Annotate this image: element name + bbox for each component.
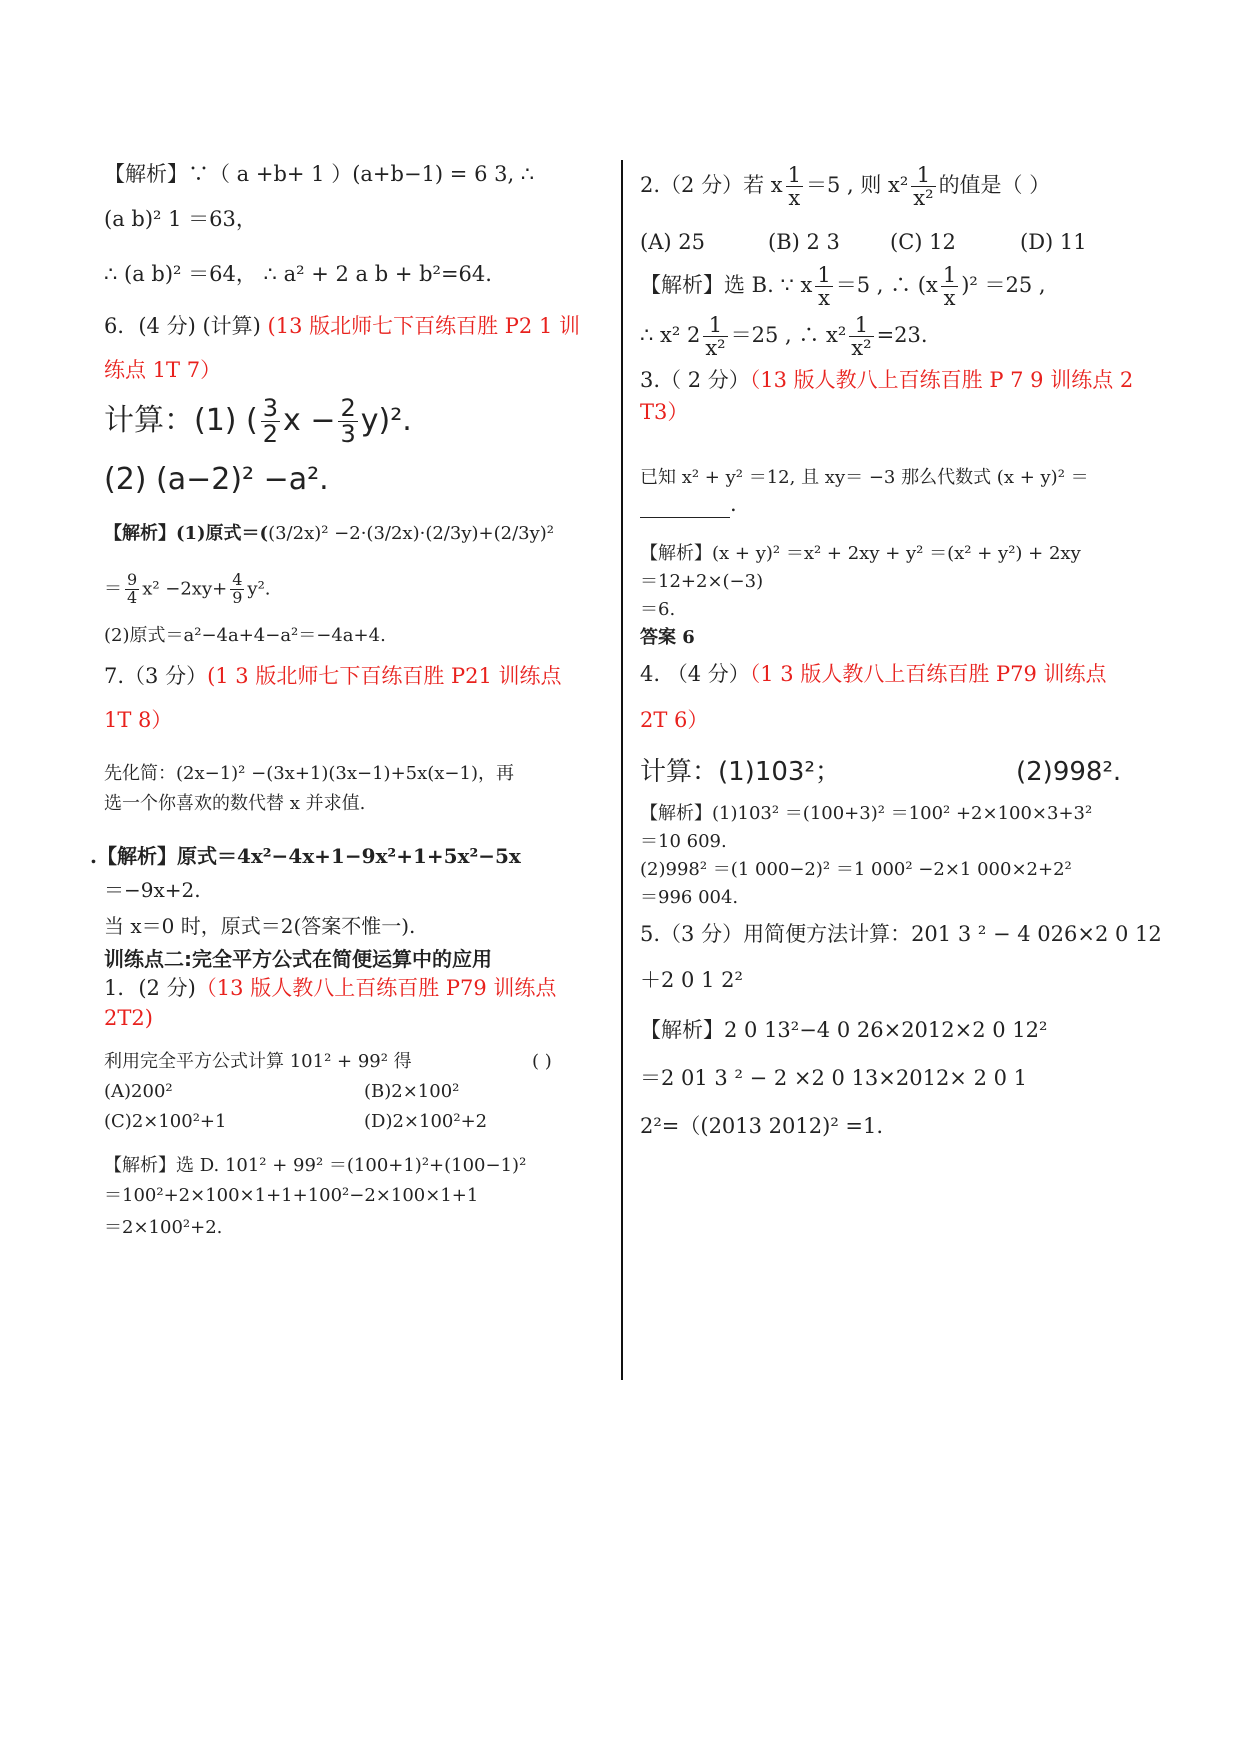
question-7-solution: ＝−9x+2.	[104, 878, 201, 902]
question-4-solution: ＝996 004.	[640, 887, 739, 908]
question-6-formula-2: (2) (a−2)² −a².	[104, 462, 329, 497]
option-d: (D)2×100²+2	[364, 1111, 488, 1132]
question-1-solution: 【解析】选 D. 101² + 99² ＝(100+1)²+(100−1)²	[104, 1155, 527, 1176]
question-2-solution: 【解析】选 B. ∵ x $\frac{1}{x}$ ＝5 , ∴ (x $\frac{1}{x}$ )² ＝25 ,	[640, 263, 1046, 311]
question-7-solution: 当 x＝0 时，原式＝2(答案不惟一).	[104, 914, 416, 938]
column-divider	[621, 160, 623, 1380]
section-heading: 训练点二:完全平方公式在简便运算中的应用	[104, 947, 492, 971]
question-4-solution: (2)998² ＝(1 000−2)² ＝1 000² −2×1 000×2+2²	[640, 859, 1072, 880]
question-5-solution: ＝2 01 3 ² − 2 ×2 0 13×2012× 2 0 1	[640, 1066, 1028, 1090]
question-2-prompt: 2.（2 分）若 x $\frac{1}{x}$ ＝5 , 则 x² $\frac{1}{\text{x²}}$ 的值是（ ）	[640, 163, 1051, 211]
option-a: (A) 25	[640, 230, 705, 254]
source-reference: （13 版人教八上百练百胜 P 7 9 训练点 2	[749, 368, 1134, 392]
question-number: 6．(4 分) (计算)	[104, 314, 268, 338]
question-6-solution: ＝ $\frac{9}{4}$ x² −2xy+ $\frac{4}{9}$ y².	[104, 570, 271, 607]
question-1-solution: ＝100²+2×100×1+1+100²−2×100×1+1	[104, 1185, 479, 1206]
question-5-solution: 2²=（(2013 2012)² =1.	[640, 1114, 884, 1138]
option-b: (B)2×100²	[364, 1081, 460, 1102]
question-7-header: 7.（3 分）(1 3 版北师七下百练百胜 P21 训练点	[104, 664, 562, 688]
question-2-solution: ∴ x² 2 $\frac{1}{\text{x²}}$ ＝25 , ∴ x² $\frac{1}{\text{x²}}$ =23.	[640, 313, 928, 361]
question-1-prompt: 利用完全平方公式计算 101² + 99² 得	[104, 1051, 412, 1072]
question-5-prompt: ＋2 0 1 2²	[640, 968, 743, 992]
question-6-solution: (2)原式＝a²−4a+4−a²＝−4a+4.	[104, 625, 386, 646]
option-c: (C) 12	[890, 230, 956, 254]
question-7-prompt: 先化简：(2x−1)² −(3x+1)(3x−1)+5x(x−1)，再	[104, 763, 514, 784]
question-3-header: 3.（ 2 分）（13 版人教八上百练百胜 P 7 9 训练点 2	[640, 368, 1134, 392]
source-reference: （1 3 版人教八上百练百胜 P79 训练点	[749, 662, 1107, 686]
option-a: (A)200²	[104, 1081, 173, 1102]
source-reference: (1 3 版北师七下百练百胜 P21 训练点	[207, 664, 562, 688]
option-b: (B) 2 3	[768, 230, 840, 254]
answer-blank: .	[640, 490, 737, 518]
source-reference: T3）	[640, 400, 689, 424]
question-4-formula-1: 计算：(1)103²；	[640, 757, 841, 787]
source-reference: 练点 1T 7）	[104, 358, 222, 382]
question-4-solution: 【解析】(1)103² ＝(100+3)² ＝100² +2×100×3+3²	[640, 803, 1093, 824]
question-4-formula-2: (2)998².	[1016, 757, 1122, 787]
question-6-header	[104, 312, 580, 340]
question-7-solution: .【解析】原式＝4x²−4x+1−9x²+1+5x²−5x	[90, 844, 521, 868]
question-6-formula-1: 计算：(1) ( $\frac{3}{2}$ x − $\frac{2}{3}$ y)².	[104, 394, 412, 449]
question-7-prompt: 选一个你喜欢的数代替 x 并求值.	[104, 793, 366, 814]
question-4-header: 4. （4 分）（1 3 版人教八上百练百胜 P79 训练点	[640, 662, 1107, 686]
source-reference: (13 版北师七下百练百胜 P2 1 训	[267, 314, 580, 338]
question-3-solution: 【解析】(x + y)² ＝x² + 2xy + y² ＝(x² + y²) + 2xy	[640, 543, 1081, 564]
option-c: (C)2×100²+1	[104, 1111, 227, 1132]
question-3-solution: ＝12+2×(−3)	[640, 571, 764, 592]
question-6-solution: 【解析】(1)原式＝((3/2x)² −2·(3/2x)·(2/3y)+(2/3y)²	[104, 523, 554, 544]
solution-line: (a b)² 1 ＝63，	[104, 207, 257, 231]
question-3-answer: 答案 6	[640, 627, 695, 648]
source-reference: 2T 6）	[640, 708, 709, 732]
solution-line: 【解析】∵（ a +b+ 1 ）(a+b−1) = 6 3, ∴	[104, 162, 535, 186]
source-reference: 1T 8）	[104, 708, 173, 732]
solution-line: ∴ (a b)² ＝64， ∴ a² + 2 a b + b²=64.	[104, 262, 492, 286]
question-5-prompt: 5.（3 分）用简便方法计算：201 3 ² − 4 026×2 0 12	[640, 922, 1162, 946]
answer-paren: ( )	[532, 1051, 552, 1072]
question-4-solution: ＝10 609.	[640, 831, 727, 852]
source-reference: 2T2)	[104, 1006, 153, 1030]
question-1-header: 1．(2 分)（13 版人教八上百练百胜 P79 训练点	[104, 976, 557, 1000]
question-3-prompt: 已知 x² + y² ＝12, 且 xy＝ −3 那么代数式 (x + y)² ＝	[640, 467, 1089, 488]
source-reference: （13 版人教八上百练百胜 P79 训练点	[195, 976, 557, 1000]
question-3-solution: ＝6.	[640, 599, 676, 620]
option-d: (D) 11	[1020, 230, 1087, 254]
question-5-solution: 【解析】2 0 13²−4 0 26×2012×2 0 12²	[640, 1018, 1048, 1042]
question-1-solution: ＝2×100²+2.	[104, 1217, 223, 1238]
